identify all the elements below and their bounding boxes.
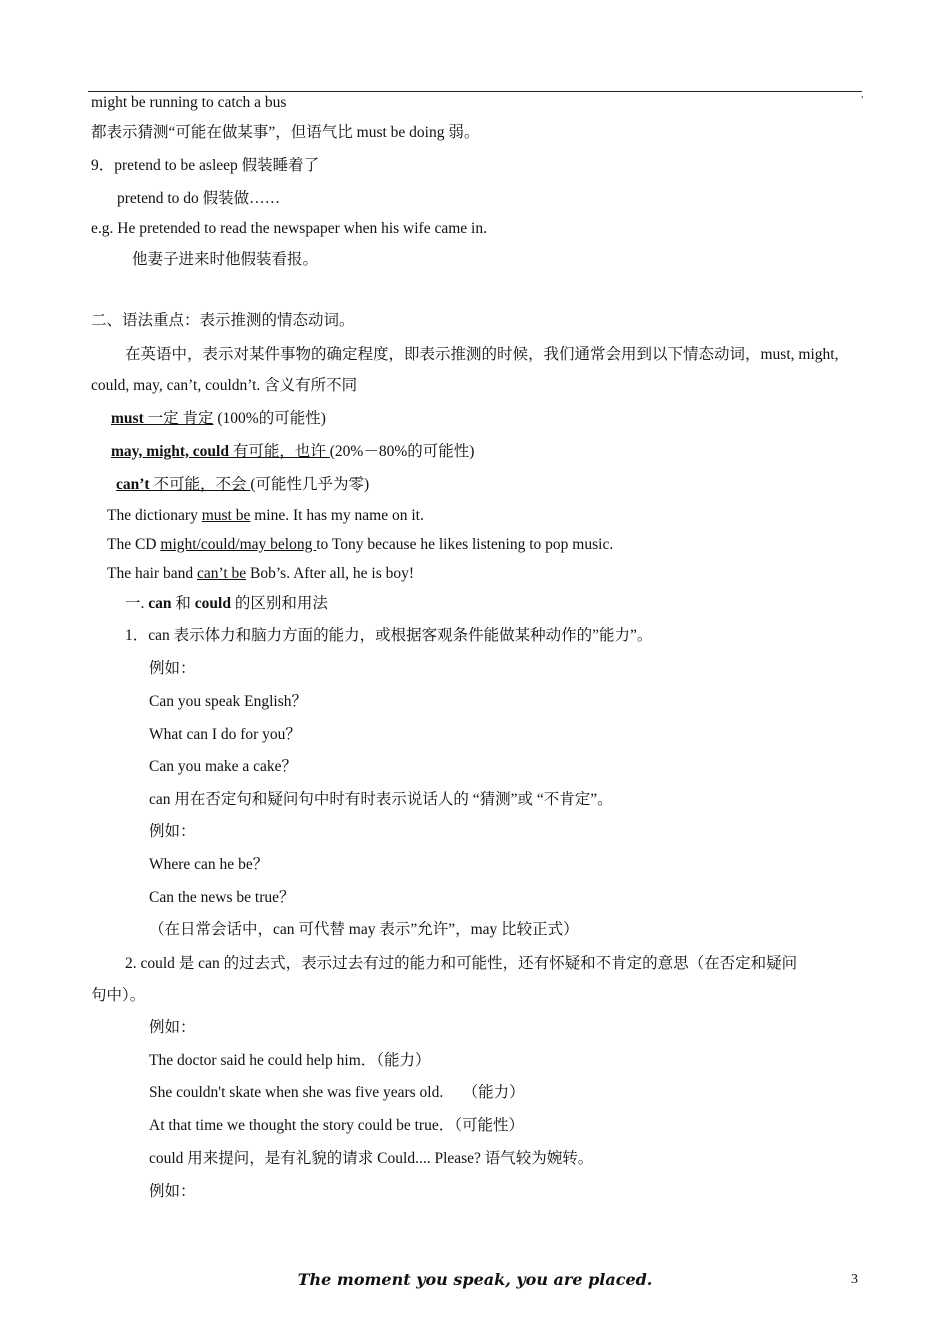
modal-probability: (20%－80%的可能性) (329, 443, 475, 460)
example-sentence: At that time we thought the story could be true．（可能性） (149, 1117, 524, 1134)
paragraph-line: 在英语中，表示对某件事物的确定程度，即表示推测的时候，我们通常会用到以下情态动词，must, might, (125, 346, 839, 363)
example-sentence (107, 506, 424, 526)
paragraph-line: could, may, can’t, couldn’t. 含义有所不同 (91, 377, 358, 394)
modal-may-line (111, 442, 474, 462)
example-sentence: e.g. He pretended to read the newspaper when his wife came in. (91, 220, 487, 237)
page-number: 3 (851, 1272, 858, 1287)
modal-cant-line (116, 475, 369, 495)
sentence-part: The CD (107, 536, 161, 553)
modal-meaning: 有可能，也许 (228, 443, 330, 460)
example-sentence: Can you speak English？ (149, 693, 307, 710)
paragraph-line: 句中）。 (91, 987, 146, 1004)
underlined-modal: might/could/may belong (160, 536, 317, 553)
note-line: （在日常会话中，can 可代替 may 表示”允许”，may 比较正式） (149, 921, 579, 938)
paragraph-line: can 用在否定句和疑问句中时有时表示说话人的 “猜测”或 “不肯定”。 (149, 791, 613, 808)
sentence-part: The hair band (107, 565, 197, 582)
text-line: 都表示猜测“可能在做某事”，但语气比 must be doing 弱。 (91, 124, 480, 141)
heading-part: 一. (125, 595, 149, 612)
example-sentence (107, 564, 414, 584)
heading-part: 和 (171, 595, 195, 612)
modal-term: must (111, 410, 144, 427)
sentence-part: The dictionary (107, 507, 202, 524)
example-sentence: She couldn't skate when she was five years old. （能力） (149, 1084, 525, 1101)
text-line: pretend to do 假装做…… (117, 190, 281, 207)
section-heading: 二、语法重点：表示推测的情态动词。 (91, 312, 355, 329)
example-sentence (107, 535, 613, 555)
modal-term: may, might, could (111, 443, 229, 460)
modal-meaning: 不可能，不会 (149, 476, 251, 493)
modal-meaning: 一定 肯定 (143, 410, 214, 427)
header-rule-tick: , (861, 89, 864, 100)
heading-term: can (148, 595, 172, 612)
heading-term: could (194, 595, 231, 612)
example-label: 例如： (149, 823, 196, 840)
modal-probability: (可能性几乎为零) (250, 476, 370, 493)
example-label: 例如： (149, 660, 196, 677)
example-label: 例如： (149, 1183, 196, 1200)
translation-line: 他妻子进来时他假装看报。 (132, 251, 319, 268)
example-sentence: Where can he be？ (149, 856, 269, 873)
example-sentence: Can the news be true？ (149, 889, 295, 906)
heading-part: 的区别和用法 (230, 595, 328, 612)
text-line: might be running to catch a bus (91, 94, 287, 111)
footer-motto: The moment you speak, you are placed. (297, 1270, 653, 1289)
example-sentence: What can I do for you？ (149, 726, 301, 743)
underlined-modal: can’t be (196, 565, 247, 582)
example-sentence: The doctor said he could help him．（能力） (149, 1052, 431, 1069)
subsection-heading (125, 594, 328, 614)
underlined-modal: must be (201, 507, 251, 524)
list-item-9: 9．pretend to be asleep 假装睡着了 (91, 157, 320, 174)
paragraph-line: could 用来提问，是有礼貌的请求 Could.... Please? 语气较为婉转。 (149, 1150, 594, 1167)
header-rule (88, 91, 862, 92)
list-item-2: 2. could 是 can 的过去式，表示过去有过的能力和可能性，还有怀疑和不肯定的意思（在否定和疑问 (125, 955, 798, 972)
sentence-part: mine. It has my name on it. (250, 507, 424, 524)
modal-term: can’t (116, 476, 150, 493)
example-sentence: Can you make a cake？ (149, 758, 298, 775)
modal-must-line (111, 409, 326, 429)
list-item-1: 1．can 表示体力和脑力方面的能力，或根据客观条件能做某种动作的”能力”。 (125, 627, 653, 644)
example-label: 例如： (149, 1019, 196, 1036)
modal-probability: (100%的可能性) (213, 410, 326, 427)
sentence-part: to Tony because he likes listening to pop music. (316, 536, 614, 553)
sentence-part: Bob’s. After all, he is boy! (246, 565, 415, 582)
